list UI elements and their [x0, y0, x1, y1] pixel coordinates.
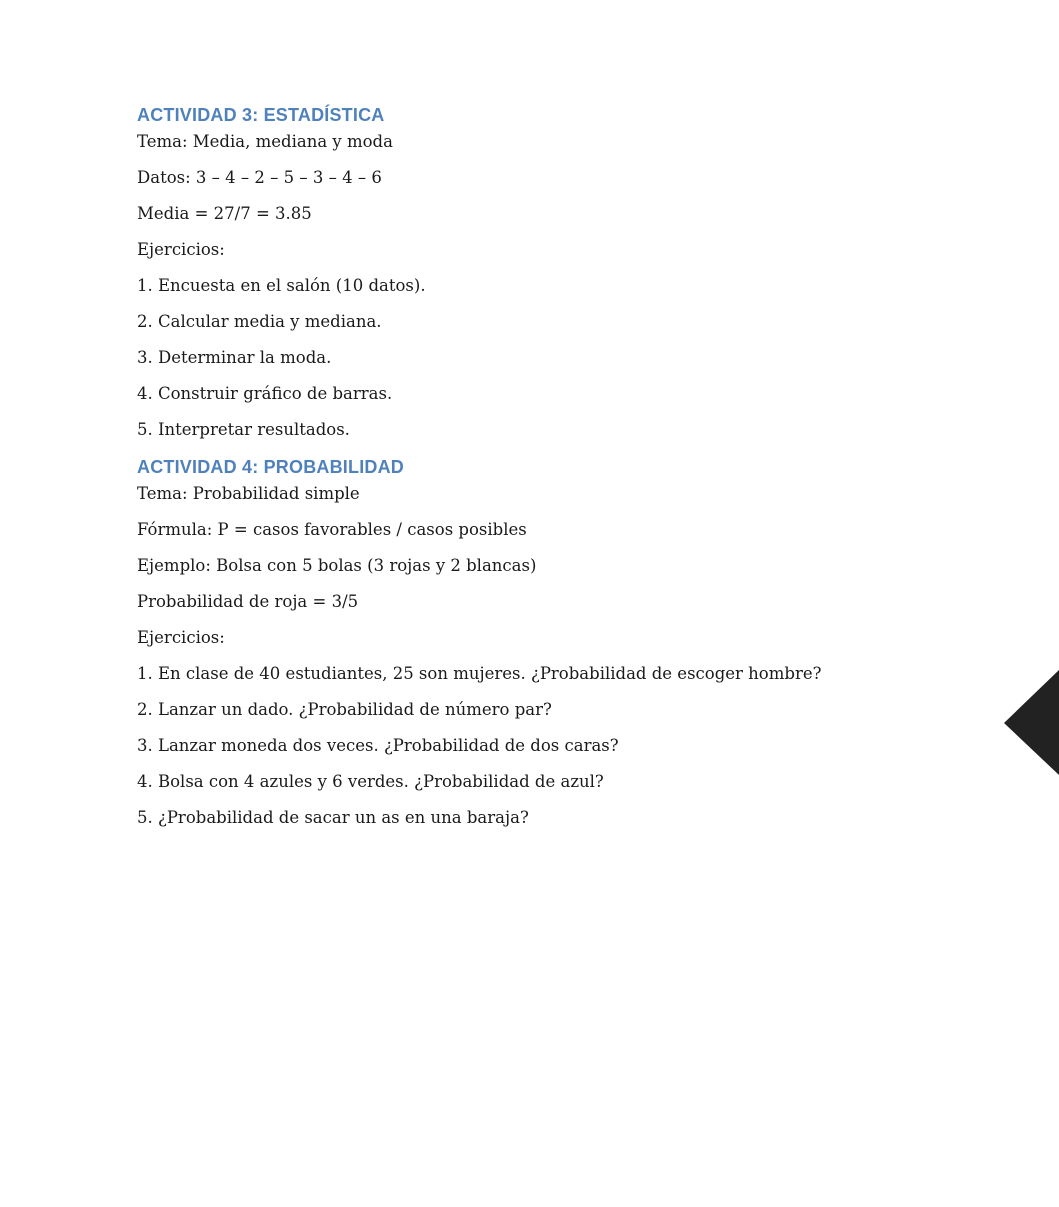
- activity4-title: ACTIVIDAD 4: PROBABILIDAD: [137, 457, 405, 477]
- activity3-mean: Media = 27/7 = 3.85: [137, 204, 312, 223]
- activity4-exercise-4: 4. Bolsa con 4 azules y 6 verdes. ¿Probabilidad de azul?: [137, 772, 604, 791]
- activity3-exercises-label: Ejercicios:: [137, 240, 225, 259]
- activity3-topic: Tema: Media, mediana y moda: [137, 132, 393, 151]
- activity3-title: ACTIVIDAD 3: ESTADÍSTICA: [137, 105, 385, 125]
- previous-page-button[interactable]: [1004, 670, 1059, 775]
- activity4-topic: Tema: Probabilidad simple: [137, 484, 360, 503]
- activity4-formula: Fórmula: P = casos favorables / casos posibles: [137, 520, 527, 539]
- activity4-exercise-2: 2. Lanzar un dado. ¿Probabilidad de número par?: [137, 700, 552, 719]
- activity4-exercises-label: Ejercicios:: [137, 628, 225, 647]
- activity3-data: Datos: 3 – 4 – 2 – 5 – 3 – 4 – 6: [137, 168, 382, 187]
- activity4-example: Ejemplo: Bolsa con 5 bolas (3 rojas y 2 blancas): [137, 556, 537, 575]
- document-page: [137, 100, 957, 828]
- activity4-exercise-1: 1. En clase de 40 estudiantes, 25 son mujeres. ¿Probabilidad de escoger hombre?: [137, 664, 822, 683]
- activity3-exercise-3: 3. Determinar la moda.: [137, 348, 332, 367]
- activity3-exercise-4: 4. Construir gráfico de barras.: [137, 384, 393, 403]
- activity3-exercise-2: 2. Calcular media y mediana.: [137, 312, 382, 331]
- activity4-exercise-5: 5. ¿Probabilidad de sacar un as en una baraja?: [137, 808, 529, 827]
- activity4-result: Probabilidad de roja = 3/5: [137, 592, 359, 611]
- activity3-exercise-1: 1. Encuesta en el salón (10 datos).: [137, 276, 426, 295]
- activity4-exercise-3: 3. Lanzar moneda dos veces. ¿Probabilidad de dos caras?: [137, 736, 619, 755]
- chevron-left-shape: [1004, 670, 1059, 775]
- activity3-exercise-5: 5. Interpretar resultados.: [137, 420, 350, 439]
- chevron-left-icon: [1004, 670, 1059, 775]
